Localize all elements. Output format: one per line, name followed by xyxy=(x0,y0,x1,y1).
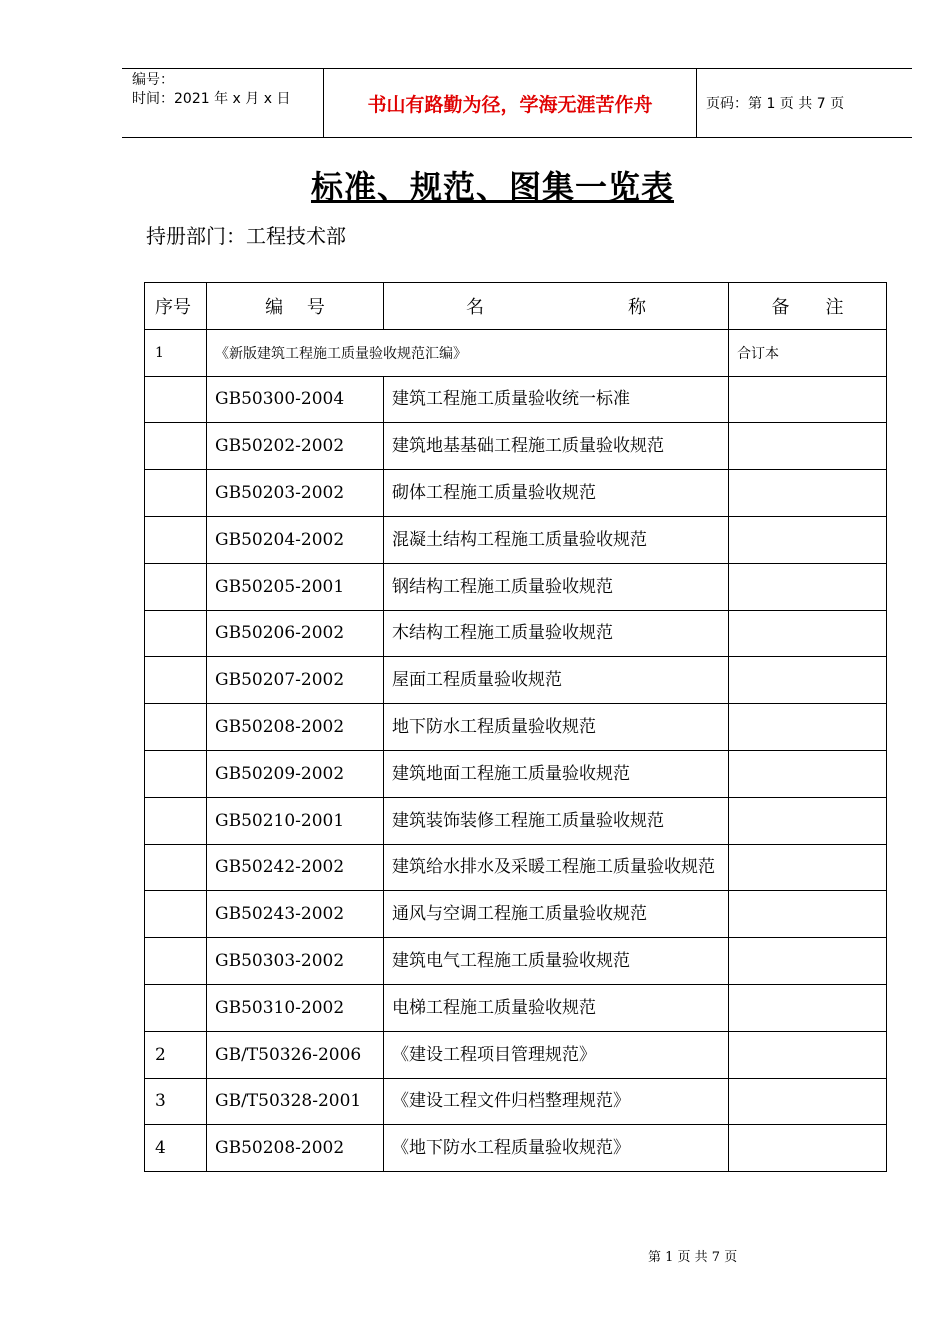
time-label: 时间：2021 年 x 月 x 日 xyxy=(132,91,291,107)
row-name: 《建设工程项目管理规范》 xyxy=(384,1031,729,1078)
header-page-info: 页码：第 1 页 共 7 页 xyxy=(706,96,845,112)
document-title: 标准、规范、图集一览表 xyxy=(310,168,674,206)
row-seq: 3 xyxy=(145,1078,207,1125)
standards-table xyxy=(144,282,887,1172)
row-seq xyxy=(145,376,207,423)
row-code: GB50208-2002 xyxy=(207,704,384,751)
row-note xyxy=(729,470,887,517)
header-note: 备 注 xyxy=(729,283,887,330)
row-code: GB50243-2002 xyxy=(207,891,384,938)
row-code: GB50303-2002 xyxy=(207,938,384,985)
row-note xyxy=(729,1125,887,1172)
row-name: 混凝土结构工程施工质量验收规范 xyxy=(384,516,729,563)
row-code: GB50310-2002 xyxy=(207,984,384,1031)
row-code: GB50209-2002 xyxy=(207,750,384,797)
row-note xyxy=(729,1078,887,1125)
row-code: GB50210-2001 xyxy=(207,797,384,844)
row-code: GB50208-2002 xyxy=(207,1125,384,1172)
row-code: GB50205-2001 xyxy=(207,563,384,610)
row-note xyxy=(729,657,887,704)
row-seq xyxy=(145,891,207,938)
row-code: GB50206-2002 xyxy=(207,610,384,657)
table-row xyxy=(145,423,887,470)
row-name: 屋面工程质量验收规范 xyxy=(384,657,729,704)
row-name: 建筑电气工程施工质量验收规范 xyxy=(384,938,729,985)
row-name: 建筑给水排水及采暖工程施工质量验收规范 xyxy=(384,844,729,891)
row-name: 建筑工程施工质量验收统一标准 xyxy=(384,376,729,423)
row-note xyxy=(729,891,887,938)
table-row xyxy=(145,704,887,751)
row-seq xyxy=(145,423,207,470)
row-note: 合订本 xyxy=(729,329,887,376)
row-code: GB50300-2004 xyxy=(207,376,384,423)
row-code: GB50207-2002 xyxy=(207,657,384,704)
row-code: GB50204-2002 xyxy=(207,516,384,563)
row-note xyxy=(729,610,887,657)
table-row xyxy=(145,1125,887,1172)
row-name: 钢结构工程施工质量验收规范 xyxy=(384,563,729,610)
table-row xyxy=(145,938,887,985)
table-row xyxy=(145,797,887,844)
row-seq xyxy=(145,704,207,751)
row-note xyxy=(729,563,887,610)
row-code: GB50242-2002 xyxy=(207,844,384,891)
table-row xyxy=(145,1031,887,1078)
table-row xyxy=(145,891,887,938)
row-seq xyxy=(145,844,207,891)
table-header-row xyxy=(145,283,887,330)
row-note xyxy=(729,423,887,470)
row-seq xyxy=(145,938,207,985)
table-row xyxy=(145,610,887,657)
row-seq xyxy=(145,610,207,657)
row-note xyxy=(729,938,887,985)
table-row xyxy=(145,984,887,1031)
table-row xyxy=(145,657,887,704)
row-code: GB50203-2002 xyxy=(207,470,384,517)
table-row xyxy=(145,750,887,797)
row-name: 建筑装饰装修工程施工质量验收规范 xyxy=(384,797,729,844)
table-row xyxy=(145,470,887,517)
header-name: 名 称 xyxy=(384,283,729,330)
header-motto: 书山有路勤为径，学海无涯苦作舟 xyxy=(367,93,653,116)
table-row xyxy=(145,329,887,376)
header-meta xyxy=(122,69,323,137)
row-name: 建筑地面工程施工质量验收规范 xyxy=(384,750,729,797)
table-row xyxy=(145,1078,887,1125)
row-name: 地下防水工程质量验收规范 xyxy=(384,704,729,751)
row-seq xyxy=(145,470,207,517)
row-seq xyxy=(145,516,207,563)
row-seq xyxy=(145,563,207,610)
table-row xyxy=(145,376,887,423)
page-footer: 第 1 页 共 7 页 xyxy=(648,1250,738,1265)
row-seq: 4 xyxy=(145,1125,207,1172)
row-seq: 1 xyxy=(145,329,207,376)
row-seq xyxy=(145,750,207,797)
department-line: 持册部门：工程技术部 xyxy=(146,224,346,248)
row-note xyxy=(729,1031,887,1078)
row-note xyxy=(729,797,887,844)
row-seq xyxy=(145,984,207,1031)
table-row xyxy=(145,563,887,610)
table-row xyxy=(145,516,887,563)
row-name: 建筑地基基础工程施工质量验收规范 xyxy=(384,423,729,470)
row-code: GB/T50326-2006 xyxy=(207,1031,384,1078)
header-seq: 序号 xyxy=(145,283,207,330)
row-seq: 2 xyxy=(145,1031,207,1078)
row-note xyxy=(729,376,887,423)
group-title: 《新版建筑工程施工质量验收规范汇编》 xyxy=(207,329,729,376)
row-code: GB/T50328-2001 xyxy=(207,1078,384,1125)
table-row xyxy=(145,844,887,891)
row-name: 砌体工程施工质量验收规范 xyxy=(384,470,729,517)
row-name: 通风与空调工程施工质量验收规范 xyxy=(384,891,729,938)
header-divider xyxy=(696,69,697,137)
row-note xyxy=(729,750,887,797)
row-name: 《建设工程文件归档整理规范》 xyxy=(384,1078,729,1125)
row-note xyxy=(729,704,887,751)
row-note xyxy=(729,844,887,891)
row-name: 木结构工程施工质量验收规范 xyxy=(384,610,729,657)
row-code: GB50202-2002 xyxy=(207,423,384,470)
number-label: 编号： xyxy=(132,72,174,88)
row-note xyxy=(729,516,887,563)
page-header xyxy=(122,68,912,138)
row-name: 《地下防水工程质量验收规范》 xyxy=(384,1125,729,1172)
row-name: 电梯工程施工质量验收规范 xyxy=(384,984,729,1031)
row-note xyxy=(729,984,887,1031)
header-code: 编 号 xyxy=(207,283,384,330)
row-seq xyxy=(145,797,207,844)
row-seq xyxy=(145,657,207,704)
